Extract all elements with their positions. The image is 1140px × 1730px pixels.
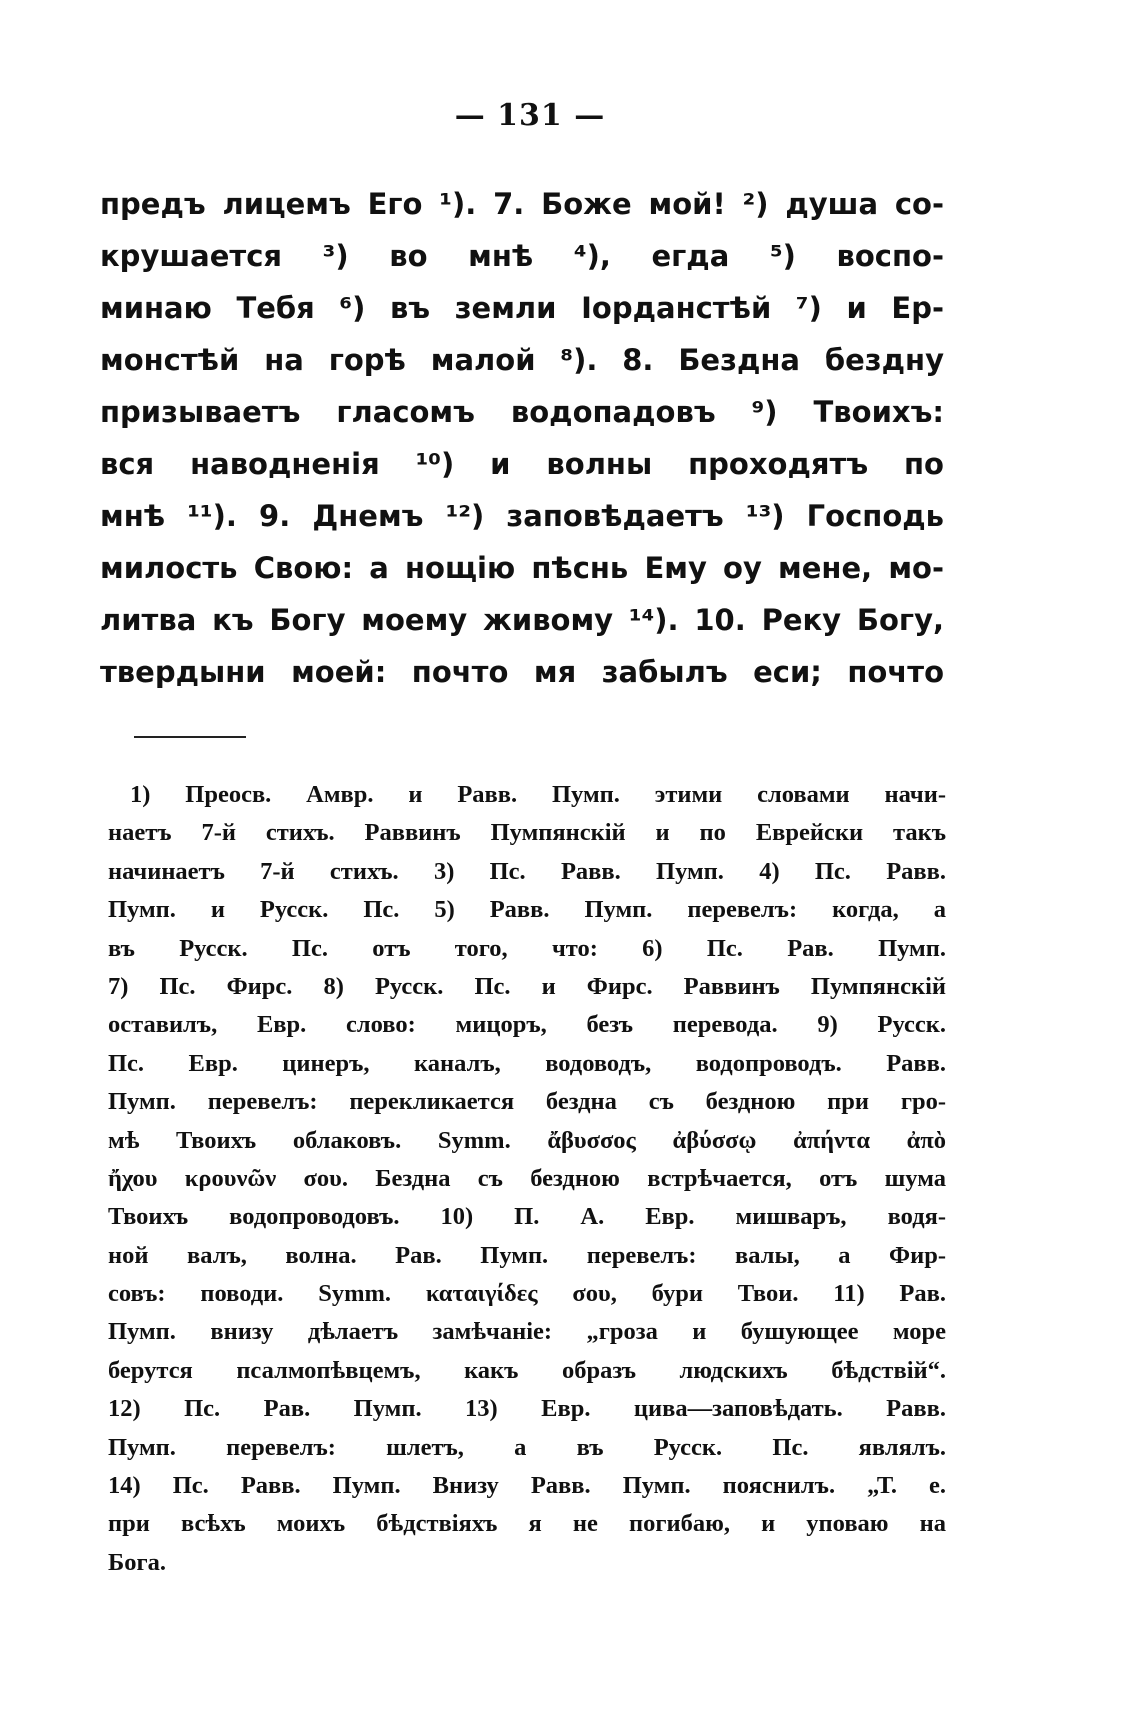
page-number: — 131 —	[454, 98, 606, 133]
footnote-line: Пумп. перевелъ: перекликается бездна съ безднoю при гро-	[108, 1088, 946, 1116]
main-text-line: крушается ³) во мнѣ ⁴), егда ⁵) воспо-	[100, 239, 944, 273]
footnote-line: 1) Преосв. Амвр. и Равв. Пумп. этими словами начи-	[130, 781, 946, 808]
main-text-line: литва къ Богу моему живому ¹⁴). 10. Реку Богу,	[100, 603, 944, 637]
main-text-line: монстѣй на горѣ малой ⁸). 8. Бездна бездну	[100, 343, 944, 377]
main-text-line: минаю Тебя ⁶) въ земли Іорданстѣй ⁷) и Ер-	[100, 291, 944, 325]
main-text-block	[100, 178, 944, 698]
footnote-line: 7) Пс. Фирс. 8) Русск. Пс. и Фирс. Раввинъ Пумпянскій	[108, 972, 946, 1000]
footnote-line: начинаетъ 7-й стихъ. 3) Пс. Равв. Пумп. 4) Пс. Равв.	[108, 857, 946, 885]
footnote-line: Пумп. и Русск. Пс. 5) Равв. Пумп. перевелъ: когда, а	[108, 896, 946, 924]
footnote-line: въ Русск. Пс. отъ того, что: 6) Пс. Рав. Пумп.	[108, 934, 946, 962]
footnote-line: совъ: поводи. Symm. καταιγίδες σου, бури Твои. 11) Рав.	[108, 1280, 946, 1308]
footnote-line: Пумп. внизу дѣлаетъ замѣчаніе: „гроза и бушующее море	[108, 1318, 946, 1346]
footnote-line: берутся псалмопѣвцемъ, какъ образъ людскихъ бѣдствій“.	[108, 1356, 946, 1384]
footnote-line: ной валъ, волна. Рав. Пумп. перевелъ: валы, а Фир-	[108, 1241, 946, 1269]
footnote-divider	[134, 736, 246, 738]
main-text-line: вся наводненія ¹⁰) и волны проходятъ по	[100, 447, 944, 481]
footnote-line: 14) Пс. Равв. Пумп. Внизу Равв. Пумп. пояснилъ. „Т. е.	[108, 1472, 946, 1500]
footnote-line: мѣ Твоихъ облаковъ. Symm. ἄβυσσος ἀβύσσῳ ἀπήντα ἀπὸ	[108, 1126, 946, 1154]
footnote-line: ἤχου κρουνῶν σου. Бездна съ бездною встрѣчается, отъ шума	[108, 1164, 946, 1192]
footnote-line: Пумп. перевелъ: шлетъ, а въ Русск. Пс. являлъ.	[108, 1433, 946, 1461]
footnote-line: Пс. Евр. цинеръ, каналъ, водоводъ, водопроводъ. Равв.	[108, 1049, 946, 1077]
footnote-line: Твоихъ водопроводовъ. 10) П. А. Евр. мишваръ, водя-	[108, 1203, 946, 1231]
main-text-line: предъ лицемъ Его ¹). 7. Боже мой! ²) душа со-	[100, 187, 944, 221]
footnote-line: наетъ 7-й стихъ. Раввинъ Пумпянскій и по Еврейски такъ	[108, 819, 946, 847]
footnote-line: при всѣхъ моихъ бѣдствіяхъ я не погибаю, и уповаю на	[108, 1510, 946, 1538]
main-text-line: призываетъ гласомъ водопадовъ ⁹) Твоихъ:	[100, 395, 944, 429]
footnote-line: Бога.	[108, 1548, 166, 1576]
footnote-line: оставилъ, Евр. слово: мицоръ, безъ перевода. 9) Русск.	[108, 1011, 946, 1039]
footnotes-block	[108, 776, 946, 1582]
main-text-line: мнѣ ¹¹). 9. Днемъ ¹²) заповѣдаетъ ¹³) Господь	[100, 499, 944, 533]
footnote-line: 12) Пс. Рав. Пумп. 13) Евр. цива—заповѣдать. Равв.	[108, 1395, 946, 1423]
main-text-line: милость Свою: а нощію пѣснь Ему оу мене, мо-	[100, 551, 944, 585]
main-text-line: твердыни моей: почто мя забылъ еси; почто	[100, 655, 944, 689]
